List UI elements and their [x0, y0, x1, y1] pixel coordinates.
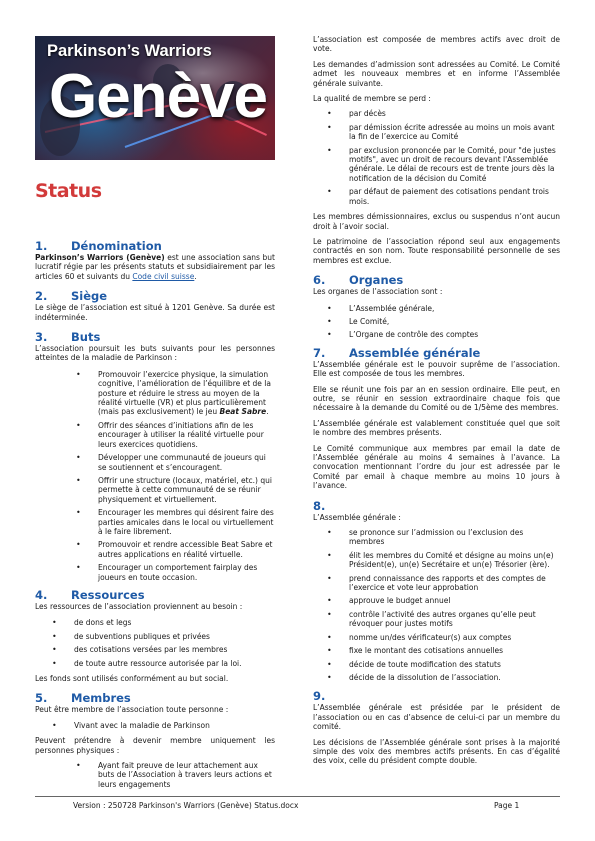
list-item: • Développer une communauté de joueurs qui se soutiennent et s’encouragent. [98, 453, 275, 472]
section-6-intro: Les organes de l’association sont : [313, 287, 443, 297]
list-item: • décide de la dissolution de l’association. [349, 673, 560, 682]
membership-loss-list [349, 109, 560, 206]
footer-version: Version : 250728 Parkinson's Warriors (Genève) Status.docx [73, 801, 299, 810]
list-item: • se prononce sur l’admission ou l’exclusion des membres [349, 528, 560, 547]
section-7-text-4: Le Comité communique aux membres par email la date de l’Assemblée générale au moins 4 semaines à l’avance. La convocation mentionnant l’ordre du jour est adressée par le Comité par email à chaque membre au moins 10 jours à l’avance. [313, 443, 560, 491]
list-item: • Offrir des séances d’initiations afin de les encourager à utiliser la réalité virtuelle pour leurs exercices quotidiens. [98, 421, 275, 449]
list-item: • prend connaissance des rapports et des comptes de l’exercice et vote leur approbation [349, 574, 560, 593]
list-item: • par exclusion prononcée par le Comité, pour "de justes motifs", avec un droit de recours devant l'Assemblée générale. Le délai de recours est de trente jours dès la notification de la décision du Comité [349, 146, 560, 184]
members-text-3: La qualité de membre se perd : [313, 94, 431, 104]
list-item: • Encourager les membres qui désirent faire des parties amicales dans le local ou virtuellement à le faire librement. [98, 508, 275, 536]
left-column [35, 36, 275, 789]
banner-line-1: Parkinson’s Warriors [47, 42, 212, 60]
list-item: • L’Assemblée générale, [349, 304, 560, 313]
section-8-intro: L’Assemblée générale : [313, 512, 401, 522]
goals-list [98, 370, 275, 582]
list-item: • par décès [349, 109, 560, 118]
section-heading-8: 8. [313, 498, 326, 513]
list-item: • Vivant avec la maladie de Parkinson [74, 721, 275, 730]
resources-list [74, 618, 275, 668]
section-heading-2: 2. Siège [35, 289, 108, 304]
list-item: • contrôle l’activité des autres organes qu’elle peut révoquer pour justes motifs [349, 610, 560, 629]
list-item: • Promouvoir et rendre accessible Beat Sabre et autres applications en réalité virtuelle. [98, 540, 275, 559]
list-item: • par défaut de paiement des cotisations pendant trois mois. [349, 187, 560, 206]
members-text-5: Le patrimoine de l’association répond seul aux engagements contractés en son nom. Toute responsabilité personnelle de ses membres est exclue. [313, 236, 560, 265]
list-item: • décide de toute modification des statuts [349, 660, 560, 669]
page-title: Status [35, 180, 102, 202]
section-heading-6: 6. Organes [313, 273, 404, 288]
section-3-intro: L’association poursuit les buts suivants pour les personnes atteintes de la maladie de Parkinson : [35, 344, 275, 363]
list-item: • fixe le montant des cotisations annuelles [349, 646, 560, 655]
section-7-text-2: Elle se réunit une fois par an en session ordinaire. Elle peut, en outre, se réunir en session extraordinaire chaque fois que nécessaire à la demande du Comité ou de 1/5ème des membres. [313, 384, 560, 413]
members-text-2: Les demandes d’admission sont adressées au Comité. Le Comité admet les nouveaux membres et en informe l’Assemblée générale suivante. [313, 59, 560, 88]
list-item: • approuve le budget annuel [349, 596, 560, 605]
banner-image [35, 36, 275, 160]
section-9-text-1: L’Assemblée générale est présidée par le président de l’association ou en cas d’absence de celui-ci par un membre du comité. [313, 703, 560, 732]
list-item: • élit les membres du Comité et désigne au moins un(e) Président(e), un(e) Secrétaire et un(e) Trésorier (ère). [349, 551, 560, 570]
list-item: • de subventions publiques et privées [74, 632, 275, 641]
section-heading-7: 7. Assemblée générale [313, 345, 481, 360]
list-item: • de toute autre ressource autorisée par la loi. [74, 659, 275, 668]
list-item: • Promouvoir l’exercice physique, la simulation cognitive, l’amélioration de l’équilibre et de la posture et réduire le stress au moyen de la réalité virtuelle (VR) et plus particulièrement (mais pas exclusivement) le jeu Beat Sabre. [98, 370, 275, 417]
members-text-1: L’association est composée de membres actifs avec droit de vote. [313, 35, 560, 54]
section-9-text-2: Les décisions de l’Assemblée générale sont prises à la majorité simple des voix des membres actifs présents. En cas d’égalité des voix, celle du président compte double. [313, 737, 560, 766]
section-7-text-1: L’Assemblée générale est le pouvoir suprême de l’association. Elle est composée de tous les membres. [313, 359, 560, 379]
section-5-intro: Peut être membre de l’association toute personne : [35, 705, 229, 715]
right-column [313, 35, 560, 766]
members-criteria-list [74, 721, 275, 730]
civil-code-link[interactable]: Code civil suisse [132, 271, 195, 281]
members-condition-list [98, 761, 275, 789]
section-heading-1: 1. Dénomination [35, 239, 162, 253]
list-item: • nomme un/des vérificateur(s) aux comptes [349, 633, 560, 642]
members-text-4: Les membres démissionnaires, exclus ou suspendus n’ont aucun droit à l’avoir social. [313, 212, 560, 231]
organs-list [349, 304, 560, 340]
section-4-outro: Les fonds sont utilisés conformément au but social. [35, 674, 229, 683]
section-heading-5: 5. Membres [35, 691, 131, 706]
list-item: • Le Comité, [349, 317, 560, 326]
section-1-text: Parkinson’s Warriors (Genève) est une association sans but lucratif régie par les présents statuts et subsidiairement par les articles 60 et suivants du Code civil suisse. [35, 253, 275, 281]
section-7-text-3: L’Assemblée générale est valablement constituée quel que soit le nombre des membres présents. [313, 418, 560, 438]
list-item: • des cotisations versées par les membres [74, 645, 275, 654]
list-item: • Offrir une structure (locaux, matériel, etc.) qui permette à cette communauté de se réunir physiquement et virtuellement. [98, 476, 275, 504]
banner-line-2: Genève [49, 62, 268, 131]
list-item: • de dons et legs [74, 618, 275, 627]
page-footer [35, 796, 560, 810]
section-4-intro: Les ressources de l’association proviennent au besoin : [35, 601, 243, 611]
section-5-text: Peuvent prétendre à devenir membre uniquement les personnes physiques : [35, 736, 275, 755]
footer-page-number: Page 1 [494, 801, 520, 810]
assembly-powers-list [349, 528, 560, 682]
section-heading-4: 4. Ressources [35, 587, 145, 602]
section-heading-9: 9. [313, 689, 326, 704]
section-2-text: Le siège de l’association est situé à 1201 Genève. Sa durée est indéterminée. [35, 303, 275, 322]
list-item: • Encourager un comportement fairplay des joueurs en toute occasion. [98, 563, 275, 582]
section-heading-3: 3. Buts [35, 330, 101, 345]
list-item: • Ayant fait preuve de leur attachement aux buts de l’Association à travers leurs actions et leurs engagements [98, 761, 275, 789]
list-item: • L’Organe de contrôle des comptes [349, 330, 560, 339]
list-item: • par démission écrite adressée au moins un mois avant la fin de l’exercice au Comité [349, 123, 560, 142]
